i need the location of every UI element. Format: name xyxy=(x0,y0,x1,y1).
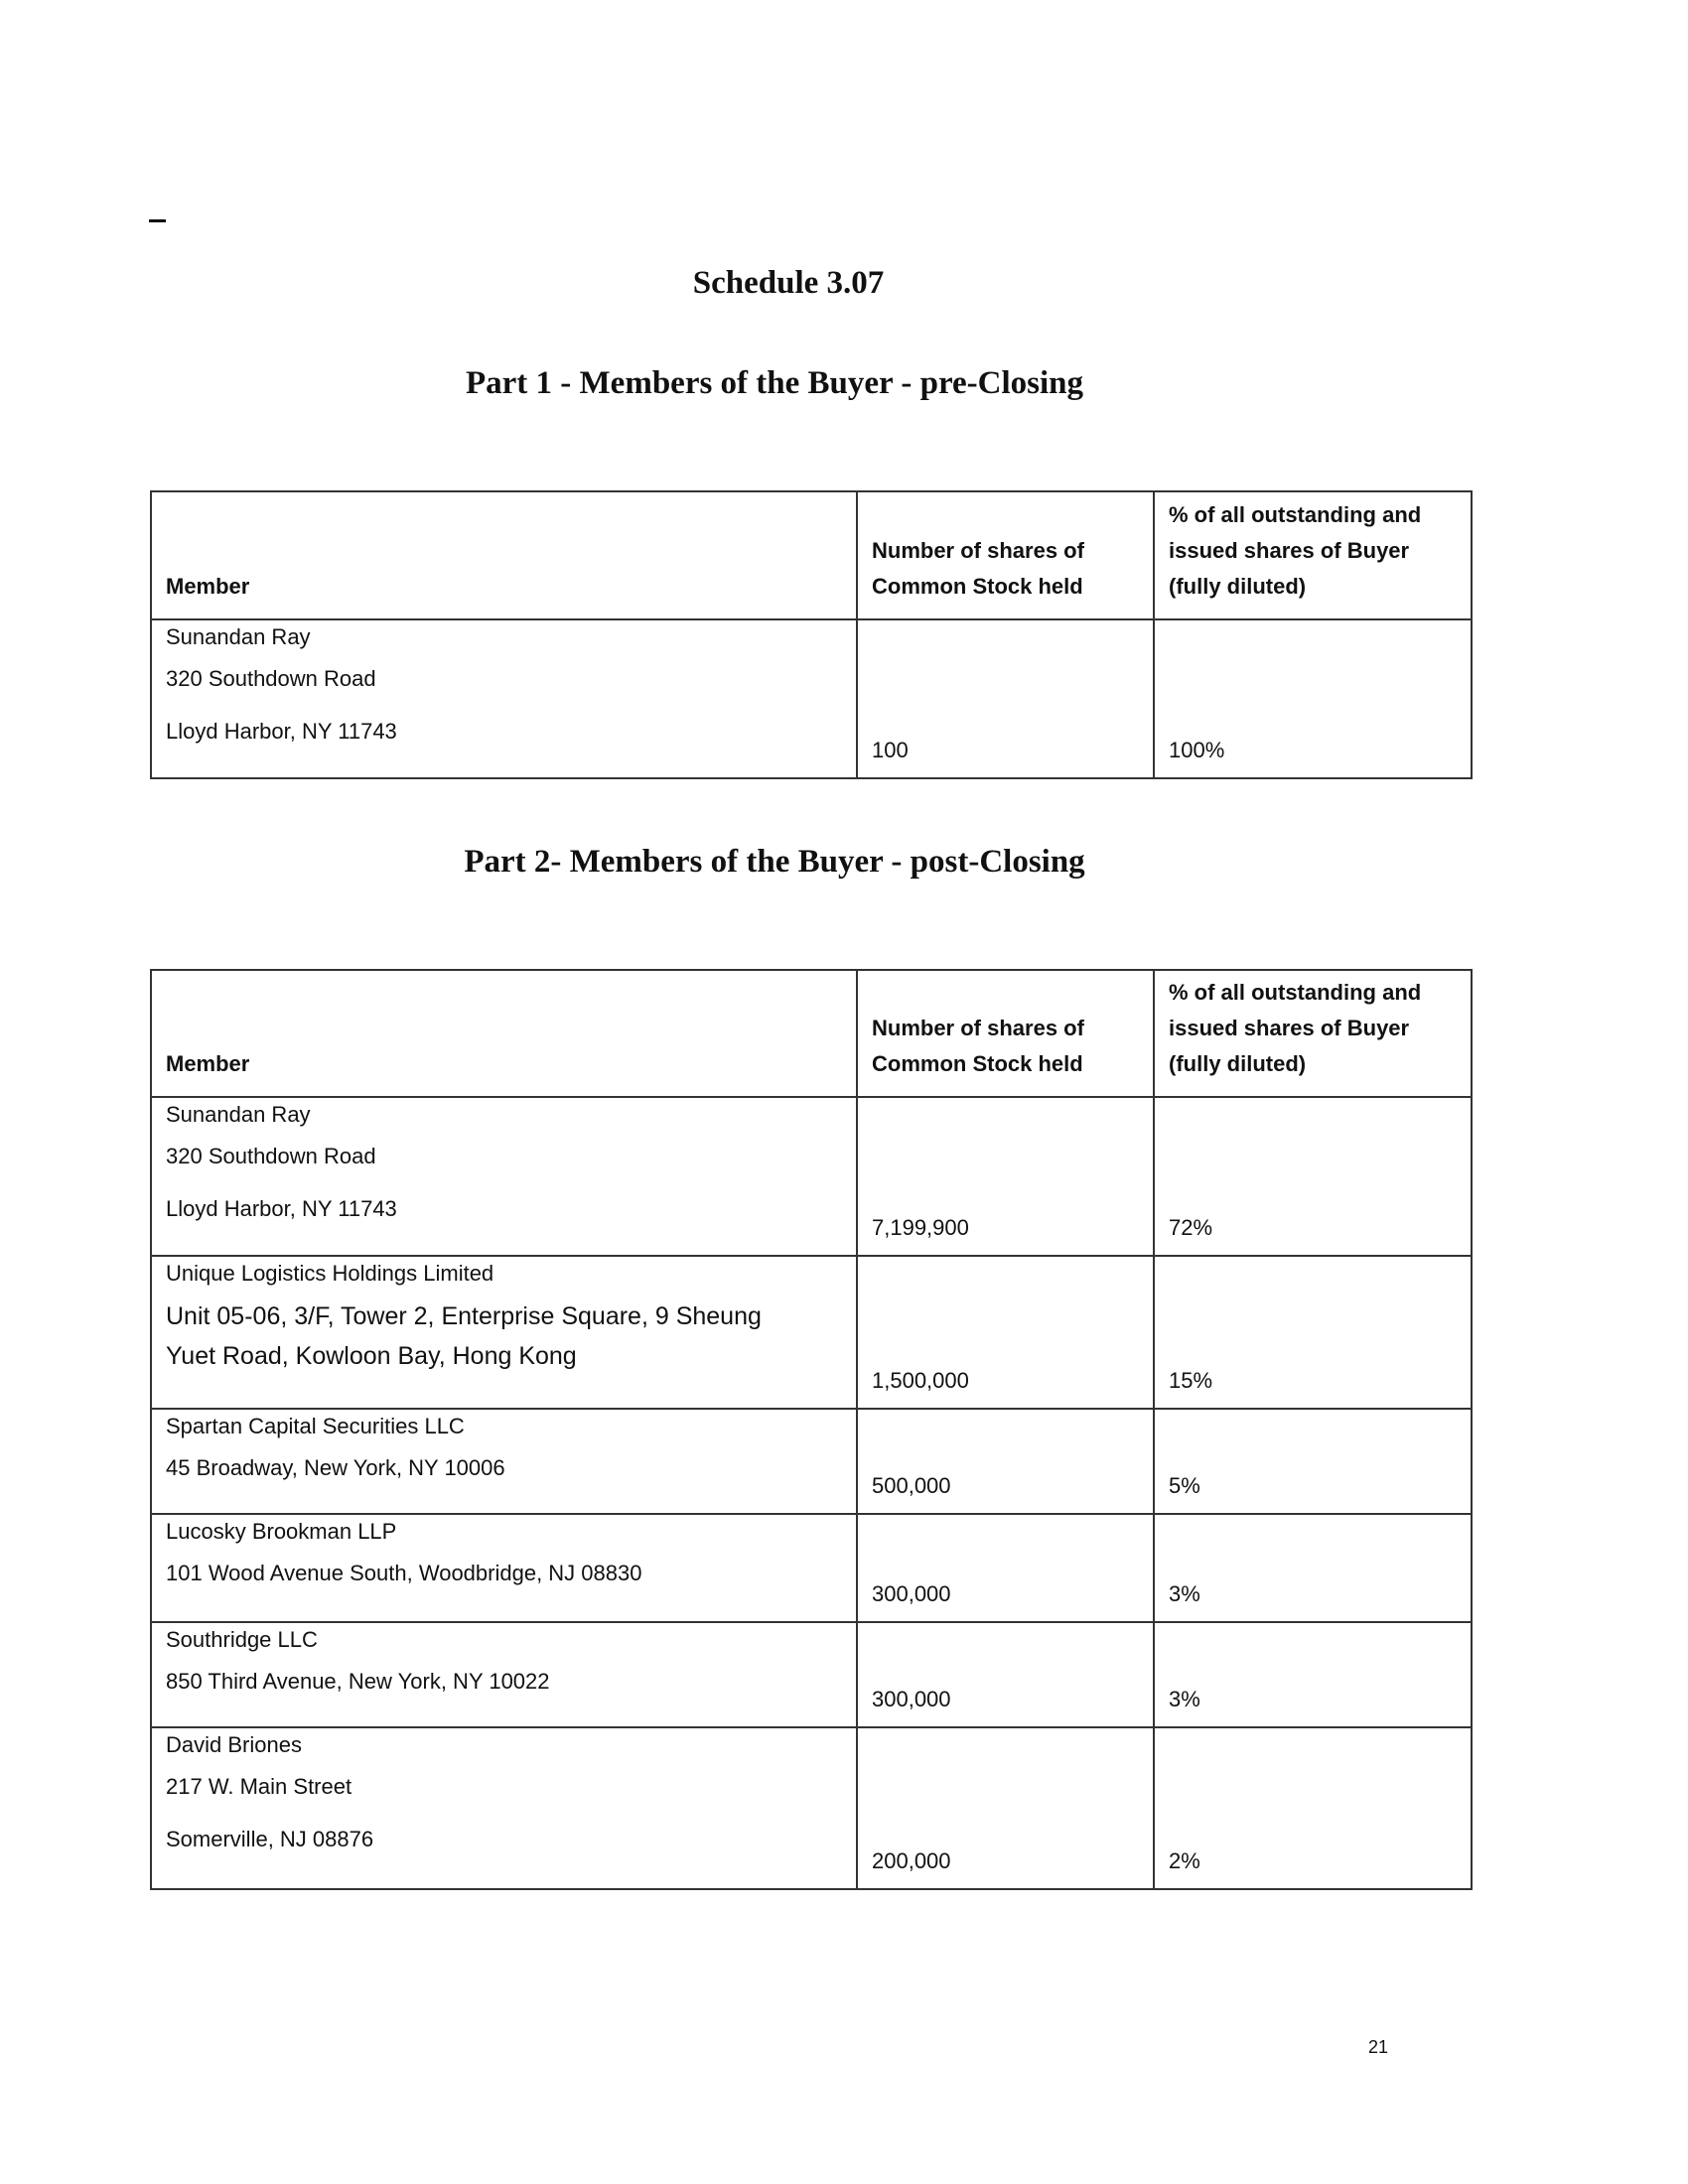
header-percent xyxy=(1154,970,1472,1097)
member-name: Sunandan Ray xyxy=(166,1102,311,1127)
header-shares xyxy=(857,491,1154,619)
header-shares-line: Number of shares of xyxy=(872,538,1084,563)
header-member-label: Member xyxy=(166,1051,250,1076)
table-row xyxy=(151,1097,1472,1256)
percent-cell: 72% xyxy=(1154,1097,1472,1256)
percent-cell: 5% xyxy=(1154,1409,1472,1514)
member-cell xyxy=(151,1727,857,1889)
percent-cell: 3% xyxy=(1154,1514,1472,1622)
page-number: 21 xyxy=(1368,2037,1389,2057)
schedule-title: Schedule 3.07 xyxy=(692,265,885,301)
header-member xyxy=(151,491,857,619)
member-cell xyxy=(151,1409,857,1514)
table-row xyxy=(151,1256,1472,1409)
part2-table xyxy=(150,969,1473,1890)
table-header-row xyxy=(151,491,1472,619)
part1-title: Part 1 - Members of the Buyer - pre-Closing xyxy=(466,365,1083,401)
member-address-line: 320 Southdown Road xyxy=(166,1144,376,1168)
member-address-line: Unit 05-06, 3/F, Tower 2, Enterprise Square, 9 Sheung xyxy=(166,1302,762,1330)
dash-mark xyxy=(149,219,166,222)
header-shares-line: Number of shares of xyxy=(872,1016,1084,1040)
shares-cell: 200,000 xyxy=(857,1727,1154,1889)
shares-cell: 300,000 xyxy=(857,1514,1154,1622)
header-percent-line: (fully diluted) xyxy=(1169,574,1307,599)
table-row xyxy=(151,1622,1472,1727)
member-address-line: Lloyd Harbor, NY 11743 xyxy=(166,1196,397,1221)
member-address-line: 45 Broadway, New York, NY 10006 xyxy=(166,1455,505,1480)
member-name: Spartan Capital Securities LLC xyxy=(166,1414,465,1438)
percent-cell: 2% xyxy=(1154,1727,1472,1889)
member-cell xyxy=(151,619,857,778)
member-name: Sunandan Ray xyxy=(166,624,311,649)
member-address-line: Yuet Road, Kowloon Bay, Hong Kong xyxy=(166,1342,577,1370)
shares-cell: 500,000 xyxy=(857,1409,1154,1514)
header-percent-line: % of all outstanding and xyxy=(1169,980,1422,1005)
header-shares xyxy=(857,970,1154,1097)
percent-cell: 3% xyxy=(1154,1622,1472,1727)
member-address-line: 217 W. Main Street xyxy=(166,1774,352,1799)
header-percent-line: issued shares of Buyer xyxy=(1169,538,1410,563)
header-percent-line: % of all outstanding and xyxy=(1169,502,1422,527)
member-address-line: 101 Wood Avenue South, Woodbridge, NJ 08830 xyxy=(166,1561,642,1585)
header-shares-line: Common Stock held xyxy=(872,574,1083,599)
shares-cell: 300,000 xyxy=(857,1622,1154,1727)
table-header-row xyxy=(151,970,1472,1097)
header-percent-line: (fully diluted) xyxy=(1169,1051,1307,1076)
shares-cell: 100 xyxy=(857,619,1154,778)
header-percent-line: issued shares of Buyer xyxy=(1169,1016,1410,1040)
percent-cell: 15% xyxy=(1154,1256,1472,1409)
header-shares-line: Common Stock held xyxy=(872,1051,1083,1076)
member-cell xyxy=(151,1622,857,1727)
header-member-label: Member xyxy=(166,574,250,599)
member-cell xyxy=(151,1256,857,1409)
header-percent xyxy=(1154,491,1472,619)
member-name: Southridge LLC xyxy=(166,1627,318,1652)
member-address-line: 850 Third Avenue, New York, NY 10022 xyxy=(166,1669,550,1694)
part2-title: Part 2- Members of the Buyer - post-Closing xyxy=(464,844,1085,880)
table-row xyxy=(151,619,1472,778)
table-row xyxy=(151,1409,1472,1514)
member-address-line: 320 Southdown Road xyxy=(166,666,376,691)
header-member xyxy=(151,970,857,1097)
shares-cell: 7,199,900 xyxy=(857,1097,1154,1256)
member-name: Lucosky Brookman LLP xyxy=(166,1519,397,1544)
member-cell xyxy=(151,1097,857,1256)
part1-table xyxy=(150,490,1473,779)
table-row xyxy=(151,1514,1472,1622)
table-row xyxy=(151,1727,1472,1889)
member-cell xyxy=(151,1514,857,1622)
shares-cell: 1,500,000 xyxy=(857,1256,1154,1409)
member-address-line: Somerville, NJ 08876 xyxy=(166,1827,374,1851)
percent-cell: 100% xyxy=(1154,619,1472,778)
member-address-line: Lloyd Harbor, NY 11743 xyxy=(166,719,397,744)
member-name: David Briones xyxy=(166,1732,302,1757)
member-name: Unique Logistics Holdings Limited xyxy=(166,1261,494,1286)
